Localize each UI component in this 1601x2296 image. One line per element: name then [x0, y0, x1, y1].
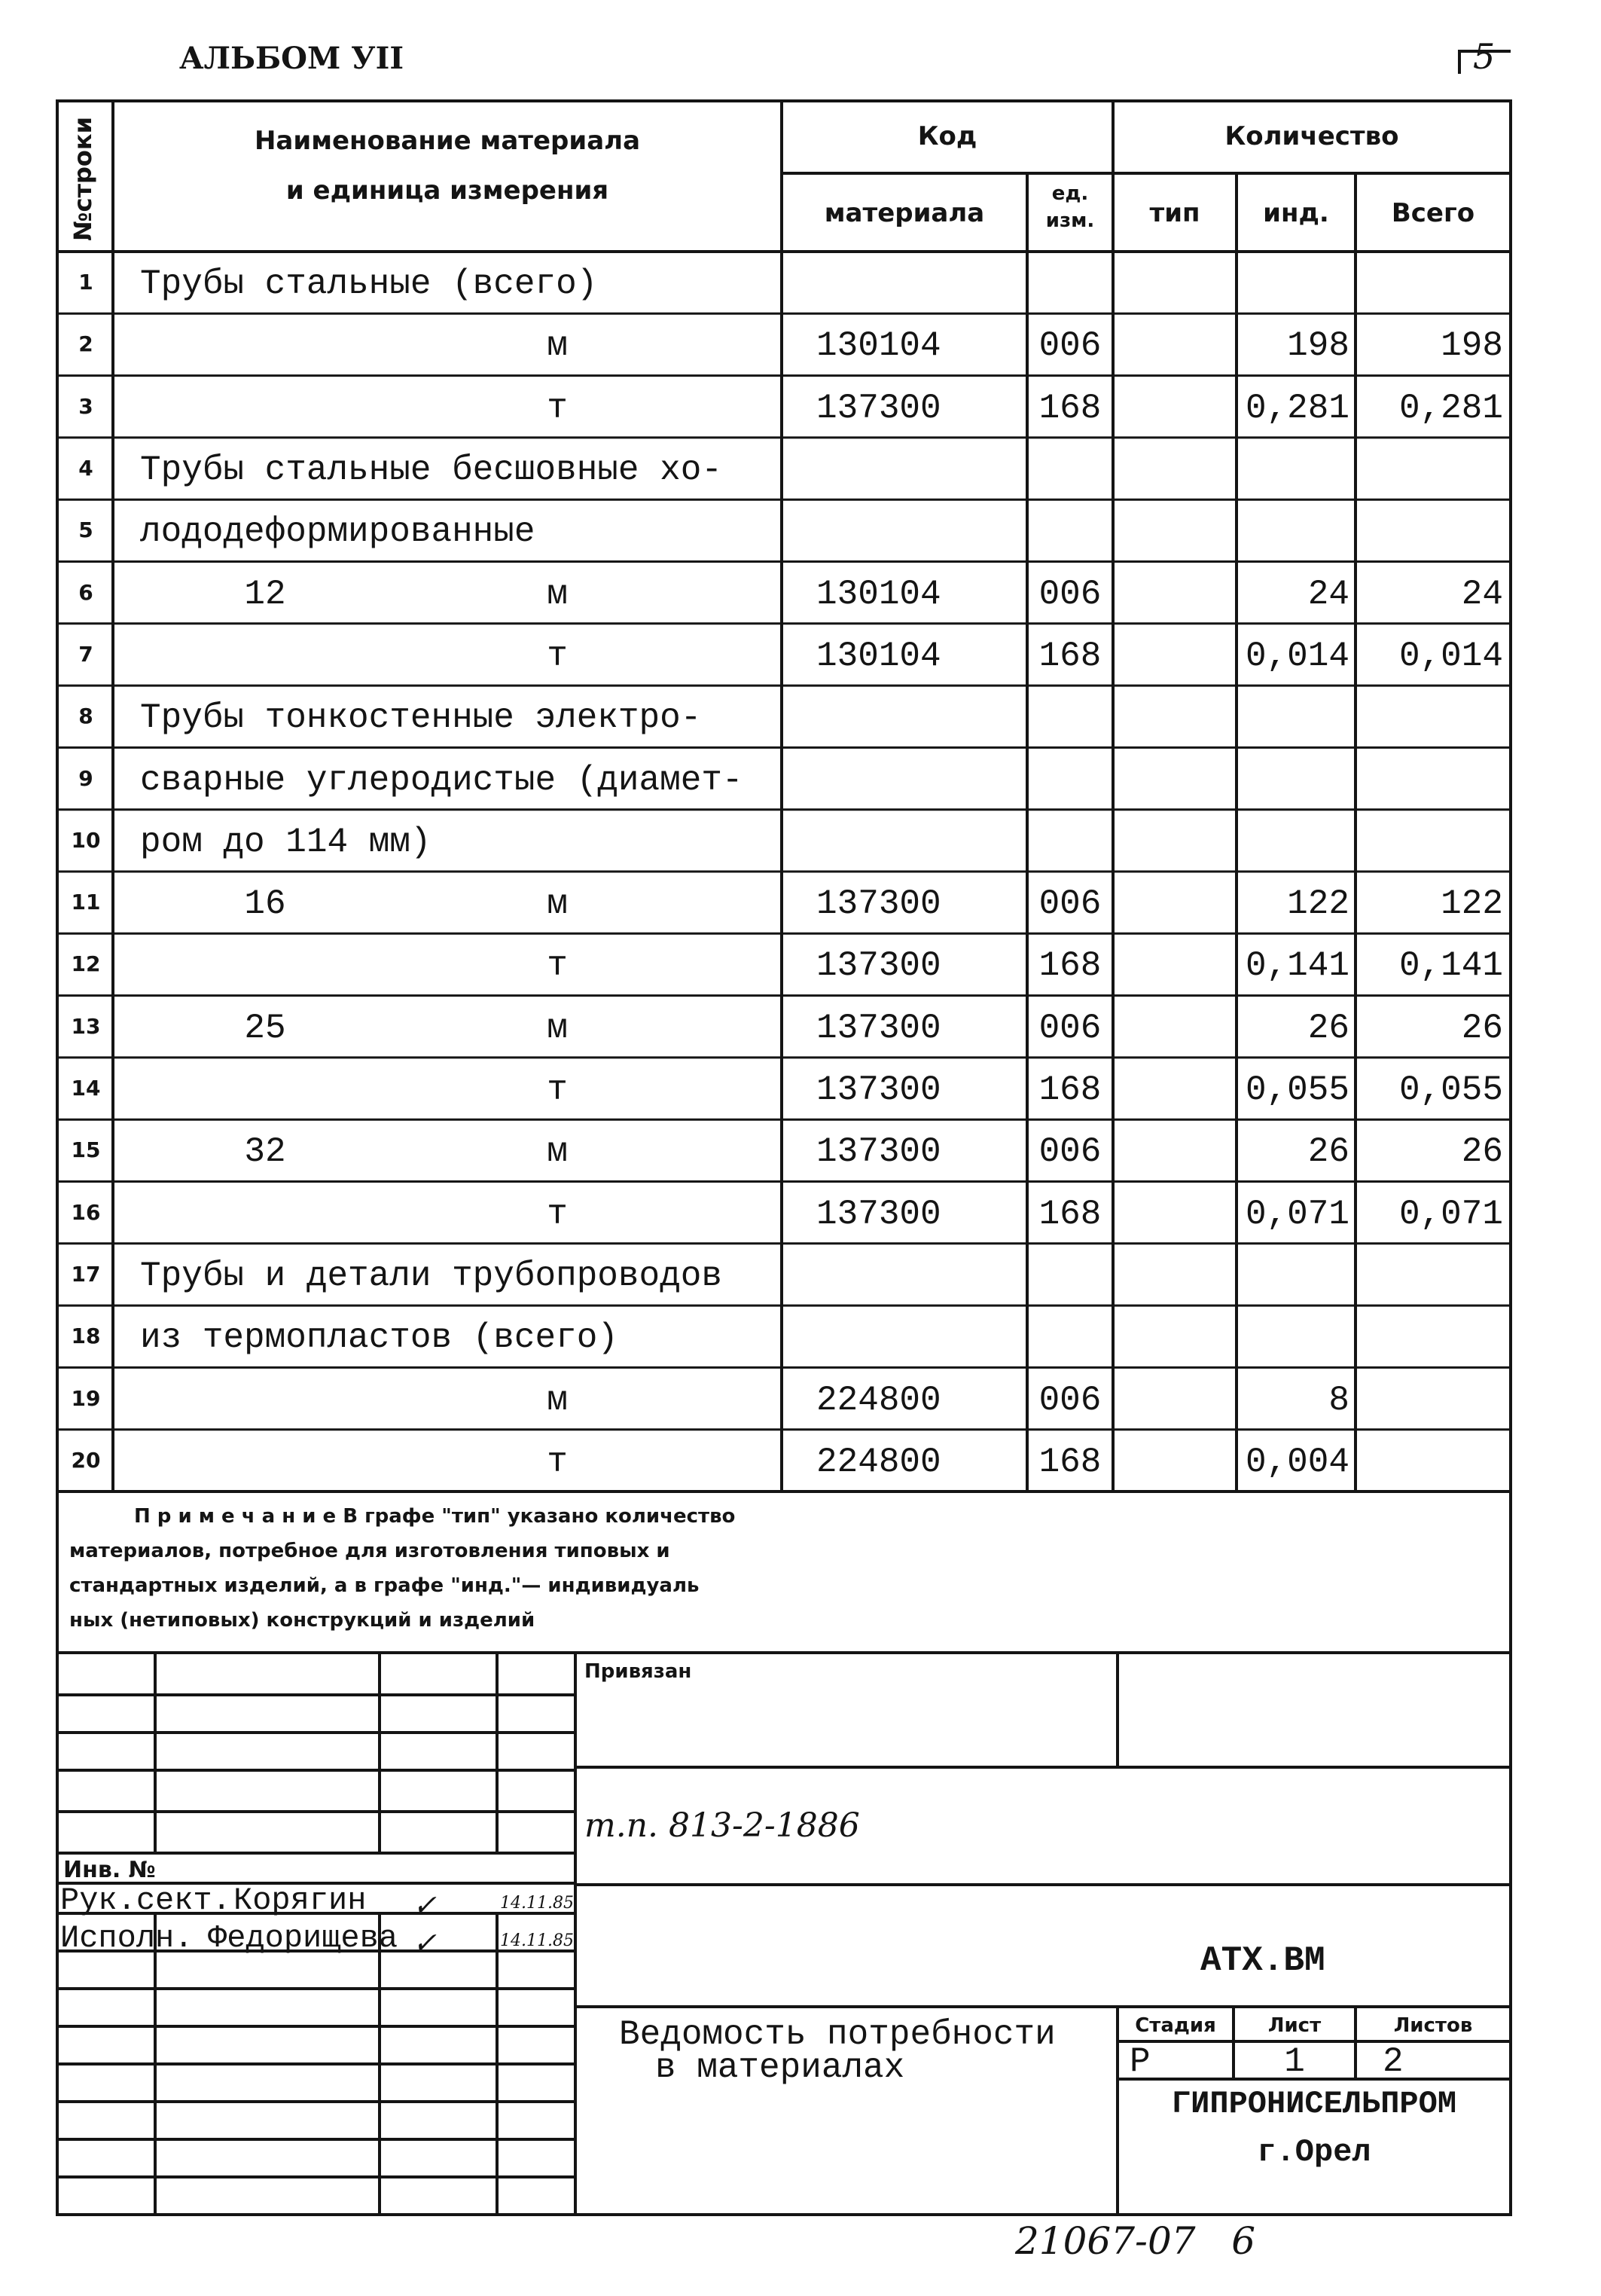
- material-code: 137300: [816, 1008, 941, 1048]
- unit-of-measure: м: [547, 884, 568, 924]
- total-header: Всего: [1391, 198, 1475, 228]
- signature-1: ✓: [413, 1888, 437, 1922]
- quantity-individual: 0,055: [1245, 1070, 1349, 1110]
- row-number: 3: [78, 393, 93, 419]
- material-name: сварные углеродистые (диамет-: [140, 760, 743, 800]
- date-2: 14.11.85: [500, 1931, 574, 1950]
- quantity-total: 26: [1461, 1008, 1503, 1048]
- name-header-line2: и единица измерения: [285, 176, 609, 206]
- name-section-head: Корягин: [233, 1882, 367, 1919]
- attached-label: Привязан: [584, 1660, 692, 1683]
- material-name: Трубы и детали трубопроводов: [140, 1256, 722, 1296]
- project-number: т.п. 813-2-1886: [584, 1806, 860, 1845]
- organization-city: г.Орел: [1257, 2134, 1371, 2170]
- quantity-individual: 0,281: [1245, 388, 1349, 428]
- stage-value: Р: [1130, 2042, 1151, 2081]
- quantity-individual: 0,014: [1245, 636, 1349, 676]
- material-code: 137300: [816, 1194, 941, 1234]
- note-line-4: ных (нетиповых) конструкций и изделий: [69, 1609, 535, 1632]
- material-code: 130104: [816, 574, 941, 614]
- material-code: 224800: [816, 1380, 941, 1420]
- unit-code: 168: [1038, 1442, 1102, 1482]
- type-header: тип: [1149, 198, 1200, 228]
- row-number: 17: [71, 1261, 101, 1287]
- row-number: 9: [78, 765, 93, 791]
- quantity-total: 122: [1441, 884, 1503, 924]
- material-name: Трубы стальные бесшовные хо-: [140, 450, 722, 490]
- row-number: 13: [71, 1013, 101, 1039]
- signature-2: ✓: [413, 1926, 437, 1959]
- quantity-total: 26: [1461, 1132, 1503, 1172]
- row-number: 8: [78, 704, 93, 729]
- row-number: 4: [78, 456, 93, 481]
- material-code-header: материала: [824, 198, 985, 228]
- code-header: Код: [917, 121, 977, 151]
- unit-code: 168: [1038, 946, 1102, 986]
- quantity-individual: 0,004: [1245, 1442, 1349, 1482]
- material-code: 137300: [816, 388, 941, 428]
- inventory-number-label: Инв. №: [63, 1857, 156, 1883]
- unit-of-measure: м: [547, 574, 568, 614]
- name-header-line1: Наименование материала: [254, 126, 641, 156]
- organization-name: ГИПРОНИСЕЛЬПРОМ: [1171, 2086, 1457, 2122]
- row-number: 20: [71, 1447, 101, 1473]
- unit-code-header-line1: ед.: [1051, 182, 1089, 205]
- unit-code: 006: [1038, 1008, 1102, 1048]
- unit-of-measure: м: [547, 1132, 568, 1172]
- quantity-total: 24: [1461, 574, 1503, 614]
- row-number: 7: [78, 641, 93, 667]
- quantity-individual: 24: [1307, 574, 1349, 614]
- unit-code: 168: [1038, 1194, 1102, 1234]
- quantity-total: 0,014: [1398, 636, 1503, 676]
- individual-header: инд.: [1263, 198, 1329, 228]
- material-code: 137300: [816, 884, 941, 924]
- row-number: 16: [71, 1199, 101, 1225]
- quantity-individual: 0,141: [1245, 946, 1349, 986]
- material-name: Трубы тонкостенные электро-: [140, 698, 702, 738]
- role-section-head: Рук.сект.: [60, 1882, 231, 1919]
- note-line-2: материалов, потребное для изготовления типовых и: [69, 1540, 670, 1562]
- quantity-individual: 0,071: [1245, 1194, 1349, 1234]
- stage-label: Стадия: [1135, 2014, 1216, 2037]
- unit-of-measure: м: [547, 1008, 568, 1048]
- name-executor: Федорищева: [208, 1920, 398, 1956]
- pipe-size: 12: [244, 574, 286, 614]
- sheets-label: Листов: [1393, 2014, 1473, 2037]
- quantity-individual: 26: [1307, 1132, 1349, 1172]
- row-number: 1: [78, 270, 93, 295]
- unit-of-measure: т: [547, 1070, 568, 1110]
- quantity-total: 0,071: [1398, 1194, 1503, 1234]
- unit-code: 168: [1038, 636, 1102, 676]
- unit-code: 168: [1038, 388, 1102, 428]
- unit-of-measure: м: [547, 326, 568, 366]
- row-number: 11: [71, 890, 101, 915]
- quantity-total: 0,281: [1398, 388, 1503, 428]
- quantity-total: 0,141: [1398, 946, 1503, 986]
- unit-code: 006: [1038, 1132, 1102, 1172]
- sheet-value: 1: [1284, 2042, 1305, 2081]
- material-name: из термопластов (всего): [140, 1318, 618, 1358]
- material-code: 130104: [816, 636, 941, 676]
- note-line-1: П р и м е ч а н и е В графе "тип" указано количество: [134, 1505, 736, 1528]
- row-number: 10: [71, 827, 101, 853]
- material-code: 224800: [816, 1442, 941, 1482]
- note-line-3: стандартных изделий, а в графе "инд."— индивидуаль: [69, 1574, 700, 1597]
- quantity-total: 0,055: [1398, 1070, 1503, 1110]
- unit-of-measure: т: [547, 1194, 568, 1234]
- row-number: 19: [71, 1385, 101, 1411]
- quantity-total: 198: [1441, 326, 1503, 366]
- quantity-header: Количество: [1224, 121, 1399, 151]
- material-name: Трубы стальные (всего): [140, 264, 598, 304]
- quantity-individual: 198: [1287, 326, 1349, 366]
- page-corner-mark: 5: [1473, 36, 1496, 77]
- unit-of-measure: т: [547, 636, 568, 676]
- unit-code-header-line2: изм.: [1045, 209, 1095, 232]
- quantity-individual: 8: [1328, 1380, 1349, 1420]
- row-number-header: №строки: [69, 116, 97, 241]
- material-name: лододеформированные: [140, 512, 535, 552]
- material-code: 137300: [816, 1070, 941, 1110]
- material-code: 137300: [816, 1132, 941, 1172]
- row-number: 5: [78, 518, 93, 543]
- unit-code: 006: [1038, 884, 1102, 924]
- unit-code: 006: [1038, 326, 1102, 366]
- unit-of-measure: м: [547, 1380, 568, 1420]
- row-number: 18: [71, 1324, 101, 1349]
- date-1: 14.11.85: [500, 1894, 574, 1913]
- unit-code: 006: [1038, 1380, 1102, 1420]
- pipe-size: 25: [244, 1008, 286, 1048]
- footer-number: 21067-07 6: [1015, 2219, 1256, 2263]
- quantity-individual: 122: [1287, 884, 1349, 924]
- unit-of-measure: т: [547, 1442, 568, 1482]
- row-number: 14: [71, 1076, 101, 1101]
- row-number: 2: [78, 331, 93, 357]
- document-code: АТХ.ВМ: [1200, 1941, 1325, 1980]
- unit-code: 006: [1038, 574, 1102, 614]
- row-number: 15: [71, 1137, 101, 1163]
- unit-code: 168: [1038, 1070, 1102, 1110]
- sheet-label: Лист: [1267, 2014, 1322, 2037]
- material-code: 130104: [816, 326, 941, 366]
- material-code: 137300: [816, 946, 941, 986]
- unit-of-measure: т: [547, 946, 568, 986]
- album-label: АЛЬБОМ УII: [179, 41, 404, 76]
- unit-of-measure: т: [547, 388, 568, 428]
- row-number: 12: [71, 951, 101, 977]
- quantity-individual: 26: [1307, 1008, 1349, 1048]
- role-executor: Исполн.: [60, 1920, 194, 1956]
- sheets-value: 2: [1383, 2042, 1404, 2081]
- document-title-line1: Ведомость потребности: [619, 2015, 1056, 2054]
- row-number: 6: [78, 579, 93, 605]
- pipe-size: 32: [244, 1132, 286, 1172]
- pipe-size: 16: [244, 884, 286, 924]
- document-title-line2: в материалах: [655, 2048, 905, 2087]
- material-name: ром до 114 мм): [140, 822, 432, 862]
